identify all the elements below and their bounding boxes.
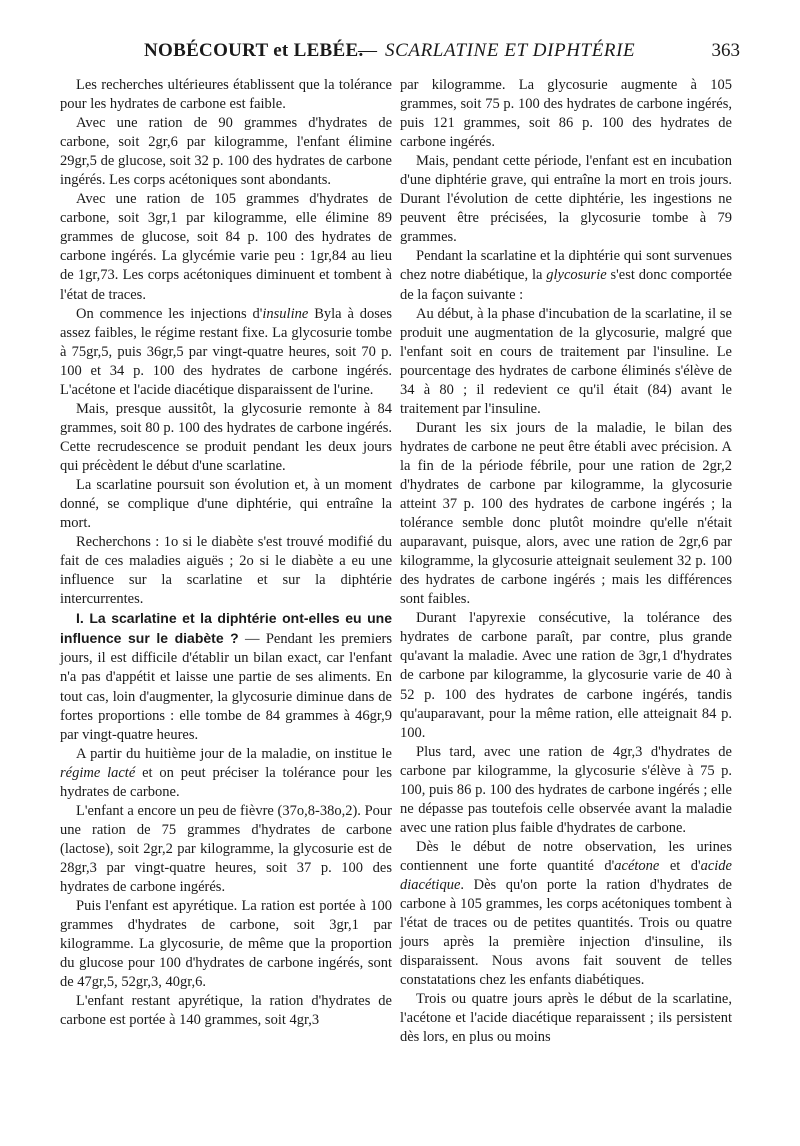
paragraph: Au début, à la phase d'incubation de la scarlatine, il se produit une augmentation de la glycosurie, malgré que l'enfant soit en cours de traitement par l'insuline. Le pourcentage des hydrates de carbone éliminés s'élève de 34 à 80 ; il redevient ce qu'il était (84) avant le traitement par l'insuline. (400, 305, 732, 417)
text-run: — Pendant les premiers jours, il est difficile d'établir un bilan exact, car l'enfant n'a pas d'appétit et laisse une partie de ses aliments. En tout cas, loin d'augmenter, la glycosurie diminue dans de fortes proportions : elle tombe de 84 grammes à 46gr,9 par vingt-quatre heures. (60, 631, 392, 743)
text-run: et on peut préciser la tolérance pour les hydrates de carbone. (60, 764, 392, 800)
italic-term: insuline (262, 305, 309, 322)
italic-term: acétone (614, 857, 660, 874)
paragraph: Mais, presque aussitôt, la glycosurie remonte à 84 grammes, soit 80 p. 100 des hydrates de carbone ingérés. Cette recrudescence se produit pendant les deux jours qui précèdent le début d'une scarlatine. (60, 400, 392, 474)
paragraph: La scarlatine poursuit son évolution et, à un moment donné, se complique d'une diphtérie, qui entraîne la mort. (60, 476, 392, 532)
right-column (400, 76, 732, 1047)
paragraph: par kilogramme. La glycosurie augmente à 105 grammes, soit 75 p. 100 des hydrates de carbone ingérés, puis 121 grammes, soit 86 p. 100 des hydrates de carbone ingérés. (400, 77, 732, 151)
text-run: Dès le début de notre observation, les urines contiennent une forte quantité d' (400, 838, 732, 874)
text-run: et d' (659, 857, 701, 874)
paragraph: Avec une ration de 105 grammes d'hydrates de carbone, soit 3gr,1 par kilogramme, elle élimine 89 grammes de glucose, soit 84 p. 100 des hydrates de carbone ingérés. La glycémie varie peu : 1gr,84 au lieu de 1gr,73. Les corps acétoniques diminuent et tombent à l'état de traces. (60, 191, 392, 303)
running-header (60, 38, 740, 68)
paragraph (60, 745, 392, 802)
paragraph: Durant les six jours de la maladie, le bilan des hydrates de carbone ne peut être établi avec précision. A la fin de la période fébrile, pour une ration de 2gr,2 d'hydrates de carbone par kilogramme, la glycosurie atteint 37 p. 100 des hydrates de carbone ingérés ; la tolérance semble donc plutôt moindre qu'elle n'était auparavant, puisque, alors, avec une ration de 2gr,6 par kilogramme, la glycosurie atteignait seulement 32 p. 100 des hydrates de carbone ingérés ; mais les différences sont faibles. (400, 419, 732, 608)
header-dash: — (358, 40, 377, 61)
italic-term: glycosurie (546, 267, 607, 284)
header-title: SCARLATINE ET DIPHTÉRIE (385, 40, 636, 61)
section-heading: I. La scarlatine et la diphtérie ont-elles eu une influence sur le diabète ? (60, 610, 392, 647)
paragraph: Durant l'apyrexie consécutive, la tolérance des hydrates de carbone paraît, par contre, plus grande qu'avant la maladie. Avec une ration de 3gr,1 d'hydrates de carbone par kilogramme, la glycosurie varie de 40 à 52 p. 100 des hydrates de carbone ingérés, tandis qu'auparavant, pour la même ration, elle atteignait 84 p. 100. (400, 610, 732, 741)
paragraph: Avec une ration de 90 grammes d'hydrates de carbone, soit 2gr,6 par kilogramme, l'enfant élimine 29gr,5 de glucose, soit 32 p. 100 des hydrates de carbone ingérés. Les corps acétoniques sont abondants. (60, 115, 392, 189)
header-authors: NOBÉCOURT et LEBÉE. (144, 40, 364, 61)
paragraph: L'enfant restant apyrétique, la ration d'hydrates de carbone est portée à 140 grammes, soit 4gr,3 (60, 993, 392, 1029)
paragraph: Les recherches ultérieures établissent que la tolérance pour les hydrates de carbone est faible. (60, 77, 392, 113)
paragraph: L'enfant a encore un peu de fièvre (37o,8-38o,2). Pour une ration de 75 grammes d'hydrates de carbone (lactose), soit 2gr,2 par kilogramme, la glycosurie est de 28gr,3 par vingt-quatre heures, soit 37 p. 100 des hydrates de carbone ingérés. (60, 802, 392, 895)
left-column (60, 76, 392, 1030)
text-run: On commence les injections d' (76, 305, 263, 322)
text-run: . Dès qu'on porte la ration d'hydrates de carbone à 105 grammes, les corps acétoniques tombent à l'état de traces ou de petites quantités. Trois ou quatre jours après la première injection d'insuline, ils disparaissent. Nous avons fait souvent de telles constatations chez les enfants diabétiques. (400, 876, 732, 989)
section-paragraph (60, 609, 392, 744)
paragraph (400, 247, 732, 304)
paragraph: Puis l'enfant est apyrétique. La ration est portée à 100 grammes d'hydrates de carbone, soit 3gr,1 par kilogramme. La glycosurie, de même que la proportion du glucose pour 100 d'hydrates de carbone ingérés, sont de 47gr,5, 52gr,3, 40gr,6. (60, 898, 392, 991)
italic-term: régime lacté (60, 764, 136, 781)
paragraph: Recherchons : 1o si le diabète s'est trouvé modifié du fait de ces maladies aiguës ; 2o si le diabète a eu une influence sur la scarlatine et sur la diphtérie intercurrentes. (60, 534, 392, 608)
paragraph (60, 305, 392, 400)
text-run: s'est donc comportée de la façon suivante : (400, 267, 732, 303)
paragraph: Plus tard, avec une ration de 4gr,3 d'hydrates de carbone par kilogramme, la glycosurie s'élève à 75 p. 100, puis 86 p. 100 des hydrates de carbone ingérés ; elle ne dépasse pas toutefois celle observée avant la maladie avec une ration plus faible d'hydrates de carbone. (400, 743, 732, 836)
text-run: Pendant la scarlatine et la diphtérie qui sont survenues chez notre diabétique, la (400, 248, 732, 284)
italic-term: acide diacétique (400, 857, 732, 893)
paragraph: Trois ou quatre jours après le début de la scarlatine, l'acétone et l'acide diacétique reparaissent ; ils persistent dès lors, en plus ou moins (400, 991, 732, 1046)
paragraph: Mais, pendant cette période, l'enfant est en incubation d'une diphtérie grave, qui entraîne la mort en trois jours. Durant l'évolution de cette diphtérie, les ingestions ne peuvent être précisées, la glycosurie tombe à 79 grammes. (400, 153, 732, 246)
paragraph (400, 838, 732, 990)
page-number: 363 (711, 40, 740, 61)
text-run: A partir du huitième jour de la maladie, on institue le (76, 745, 392, 762)
text-run: Byla à doses assez faibles, le régime restant fixe. La glycosurie tombe à 75gr,5, puis 36gr,5 par vingt-quatre heures, soit 70 p. 100 et 34 p. 100 des hydrates de carbone ingérés. L'acétone et l'acide diacétique disparaissent de l'urine. (60, 305, 392, 398)
